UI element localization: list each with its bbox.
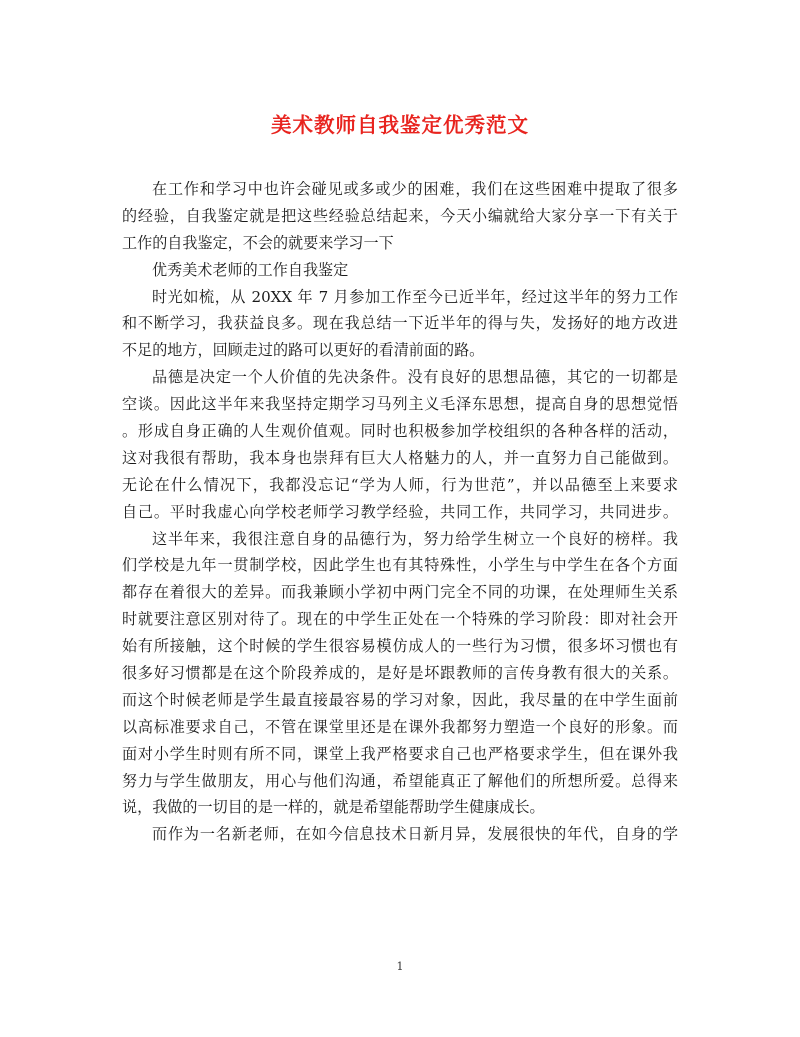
- text-line: 和不断学习，我获益良多。现在我总结一下近半年的得与失，发扬好的地方改进: [122, 314, 678, 333]
- text-line: 不足的地方，回顾走过的路可以更好的看清前面的路。: [122, 341, 485, 360]
- document-body: [122, 176, 678, 848]
- text-line: 都存在着很大的差异。而我兼顾小学初中两门完全不同的功课，在处理师生关系: [122, 583, 678, 602]
- text-line: 工作的自我鉴定，不会的就要来学习一下: [122, 233, 394, 252]
- text-line: 始有所接触，这个时候的学生很容易模仿成人的一些行为习惯，很多坏习惯也有: [122, 637, 678, 656]
- text-line: 的经验，自我鉴定就是把这些经验总结起来，今天小编就给大家分享一下有关于: [122, 206, 678, 225]
- document-title: 美术教师自我鉴定优秀范文: [271, 113, 529, 137]
- text-line: 在工作和学习中也许会碰见或多或少的困难，我们在这些困难中提取了很多: [152, 180, 678, 198]
- text-line: 。形成自身正确的人生观价值观。同时也积极参加学校组织的各种各样的活动，: [122, 422, 678, 441]
- text-line: 以高标准要求自己，不管在课堂里还是在课外我都努力塑造一个良好的形象。而: [122, 717, 678, 736]
- text-line: 空谈。因此这半年来我坚持定期学习马列主义毛泽东思想，提高自身的思想觉悟: [122, 395, 678, 414]
- text-line: 说，我做的一切目的是一样的，就是希望能帮助学生健康成长。: [122, 798, 545, 817]
- text-line: 而作为一名新老师，在如今信息技术日新月异，发展很快的年代，自身的学: [152, 825, 678, 844]
- text-line: 很多好习惯都是在这个阶段养成的，是好是坏跟教师的言传身教有很大的关系。: [122, 664, 678, 683]
- text-line: 这半年来，我很注意自身的品德行为，努力给学生树立一个良好的榜样。我: [152, 529, 678, 548]
- text-line: 品德是决定一个人价值的先决条件。没有良好的思想品德，其它的一切都是: [152, 368, 678, 387]
- page-number: 1: [396, 960, 404, 973]
- text-line: 这对我很有帮助，我本身也崇拜有巨大人格魅力的人，并一直努力自己能做到。: [122, 448, 678, 467]
- text-line: 时就要注意区别对待了。现在的中学生正处在一个特殊的学习阶段：即对社会开: [122, 610, 678, 629]
- section-heading: 优秀美术老师的工作自我鉴定: [152, 260, 349, 279]
- text-line: 自己。平时我虚心向学校老师学习教学经验，共同工作，共同学习，共同进步。: [122, 502, 678, 521]
- text-line: 时光如梳，从 20XX 年 7 月参加工作至今已近半年，经过这半年的努力工作: [152, 287, 678, 306]
- text-line: 无论在什么情况下，我都没忘记“学为人师，行为世范”，并以品德至上来要求: [122, 475, 678, 494]
- text-line: 们学校是九年一贯制学校，因此学生也有其特殊性，小学生与中学生在各个方面: [122, 556, 678, 575]
- text-line: 而这个时候老师是学生最直接最容易的学习对象，因此，我尽量的在中学生面前: [122, 690, 678, 709]
- text-line: 努力与学生做朋友，用心与他们沟通，希望能真正了解他们的所想所爱。总得来: [122, 771, 678, 790]
- text-line: 面对小学生时则有所不同，课堂上我严格要求自己也严格要求学生，但在课外我: [122, 744, 678, 763]
